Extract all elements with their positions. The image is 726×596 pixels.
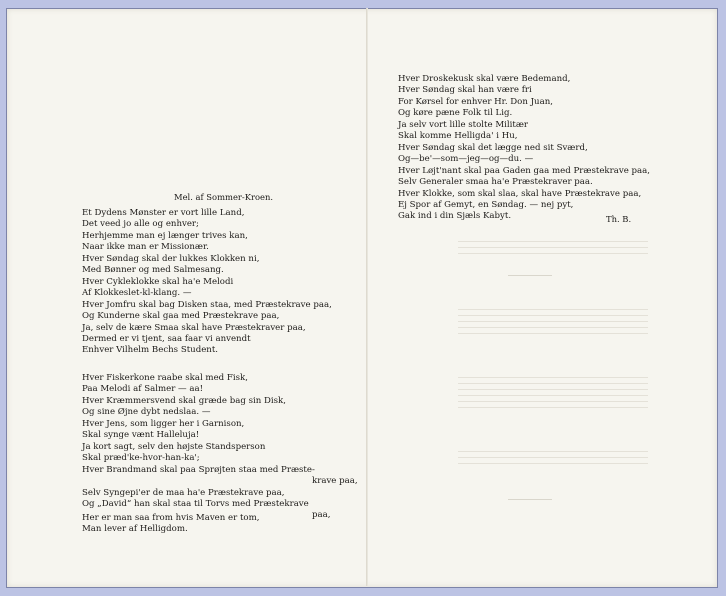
poem-line: Dermed er vi tjent, saa faar vi anvendt — [82, 333, 251, 344]
poem-stanza-1 — [82, 208, 332, 357]
poem-line: Hver Søndag skal han være fri — [398, 85, 532, 96]
poem-line: Hver Klokke, som skal slaa, skal have Præstekrave paa, — [398, 188, 642, 199]
bleed-through-text — [458, 236, 648, 259]
poem-line: Hver Søndag skal der lukkes Klokken ni, — [82, 253, 260, 264]
poem-line: Ej Spor af Gemyt, en Søndag. — nej pyt, — [398, 199, 574, 210]
poem-line: Og sine Øjne dybt nedslaa. — — [82, 407, 211, 418]
poem-stanza-3 — [82, 513, 259, 536]
poem-line: For Kørsel for enhver Hr. Don Juan, — [398, 96, 553, 107]
poem-stanza-4 — [398, 74, 650, 223]
poem-line: Enhver Vilhelm Bechs Student. — [82, 345, 218, 356]
poem-line: paa, — [312, 510, 331, 521]
poem-line: krave paa, — [312, 476, 358, 487]
melody-note: Mel. af Sommer-Kroen. — [174, 192, 274, 202]
author-signature: Th. B. — [606, 214, 632, 224]
poem-line: Selv Syngepi'er de maa ha'e Præstekrave paa, — [82, 487, 285, 498]
poem-line: Det veed jo alle og enhver; — [82, 219, 199, 230]
poem-line: Og køre pæne Folk til Lig. — [398, 108, 513, 119]
bleed-through-rule — [508, 499, 552, 500]
poem-line: Hver Brandmand skal paa Sprøjten staa med Præste- — [82, 464, 315, 475]
poem-line: Gak ind i din Sjæls Kabyt. — [398, 211, 512, 222]
poem-line: Ja selv vort lille stolte Militær — [398, 119, 529, 130]
poem-line: Og—be'—som—jeg—og—du. — — [398, 154, 534, 165]
poem-line: Hver Søndag skal det lægge ned sit Sværd, — [398, 142, 588, 153]
center-fold — [366, 8, 368, 586]
poem-line: Et Dydens Mønster er vort lille Land, — [82, 208, 245, 218]
poem-line: Selv Generaler smaa ha'e Præstekraver paa. — [398, 177, 593, 188]
poem-line: Og Kunderne skal gaa med Præstekrave paa, — [82, 311, 280, 322]
poem-line: Hver Kræmmersvend skal græde bag sin Disk, — [82, 395, 286, 406]
poem-line: Ja kort sagt, selv den højste Standsperson — [82, 441, 266, 452]
poem-line: Herhjemme man ej længer trives kan, — [82, 230, 248, 241]
poem-line: Skal synge vænt Halleluja! — [82, 430, 200, 441]
poem-line: Hver Jens, som ligger her i Garnison, — [82, 418, 245, 429]
poem-line: Ja, selv de kære Smaa skal have Præstekraver paa, — [82, 322, 306, 333]
poem-line: Skal komme Helligda' i Hu, — [398, 131, 518, 142]
bleed-through-text — [458, 372, 648, 413]
poem-line: Hver Fiskerkone raabe skal med Fisk, — [82, 373, 248, 383]
poem-line: Hver Jomfru skal bag Disken staa, med Præstekrave paa, — [82, 299, 332, 310]
poem-line: Paa Melodi af Salmer — aa! — [82, 384, 204, 395]
poem-line: Naar ikke man er Missionær. — [82, 242, 209, 253]
bleed-through-rule — [508, 275, 552, 276]
poem-line: Af Klokkeslet-kl-klang. — — [82, 288, 192, 299]
poem-line: Og „David“ han skal staa til Torvs med Præstekrave — [82, 498, 309, 509]
poem-line: Her er man saa from hvis Maven er tom, — [82, 513, 260, 523]
poem-line: Skal præd'ke-hvor-han-ka'; — [82, 453, 200, 464]
poem-line: Hver Droskekusk skal være Bedemand, — [398, 74, 571, 84]
poem-line: Hver Løjt'nant skal paa Gaden gaa med Præstekrave paa, — [398, 165, 651, 176]
poem-line: Med Bønner og med Salmesang. — [82, 265, 224, 276]
poem-stanza-2 — [82, 373, 358, 522]
poem-line: Man lever af Helligdom. — [82, 524, 188, 535]
poem-line: Hver Cykleklokke skal ha'e Melodi — [82, 276, 234, 287]
bleed-through-text — [458, 446, 648, 469]
bleed-through-text — [458, 304, 648, 339]
